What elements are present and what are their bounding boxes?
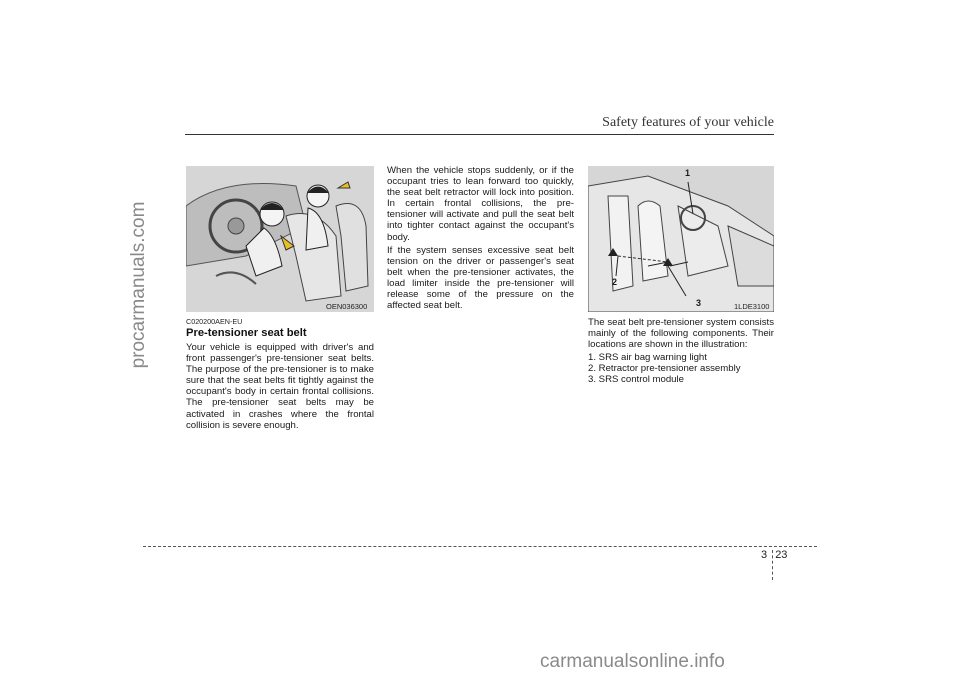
header-rule [185, 134, 774, 135]
figure-left-code: OEN036300 [326, 302, 368, 311]
side-watermark: procarmanuals.com [128, 201, 149, 369]
left-column-body [186, 342, 374, 433]
right-column-body [588, 317, 774, 386]
section-code: C020200AEN-EU [186, 317, 243, 326]
middle-paragraph-1: When the vehicle stops suddenly, or if the occupant tries to lean forward too quickly, the seat belt retractor will lock into position. In certain frontal collisions, the pre-tensioner will activate and pull the seat belt into tighter contact against the occupant's body. [387, 165, 574, 243]
callout-3: 3 [696, 298, 702, 308]
list-item: 2. Retractor pre-tensioner assembly [588, 363, 741, 375]
footer-watermark: carmanualsonline.info [540, 651, 725, 672]
middle-column-body [387, 165, 574, 313]
header-title: Safety features of your vehicle [602, 115, 774, 130]
callout-2: 2 [612, 277, 618, 287]
chapter-number: 3 [761, 549, 768, 561]
figure-right-code: 1LDE3100 [734, 302, 770, 311]
list-item: 3. SRS control module [588, 374, 684, 386]
footer-rule [143, 546, 817, 547]
callout-1: 1 [685, 168, 691, 178]
left-paragraph: Your vehicle is equipped with driver's and front passenger's pre-tensioner seat belts. The purpose of the pre-tensioner is to make sure that the seat belts fit tightly against the occupant's body in certain frontal collisions. The pre-tensioner seat belts may be activated in crashes where the frontal collision is severe enough. [186, 342, 374, 431]
components-illustration [588, 166, 774, 312]
section-heading: Pre-tensioner seat belt [186, 327, 307, 339]
list-item: 1. SRS air bag warning light [588, 352, 707, 364]
occupants-illustration [186, 166, 374, 312]
figure-occupants [186, 166, 374, 312]
middle-paragraph-2: If the system senses excessive seat belt tension on the driver or passenger's seat belt when the pre-tensioner activates, the load limiter inside the pre-tensioner will release some of the pressure on the affected seat belt. [387, 244, 574, 312]
page-number-value: 23 [775, 549, 788, 561]
figure-components [588, 166, 774, 312]
right-intro: The seat belt pre-tensioner system consists mainly of the following components. Their locations are shown in the illustration: [588, 317, 774, 351]
page-number [761, 549, 787, 561]
